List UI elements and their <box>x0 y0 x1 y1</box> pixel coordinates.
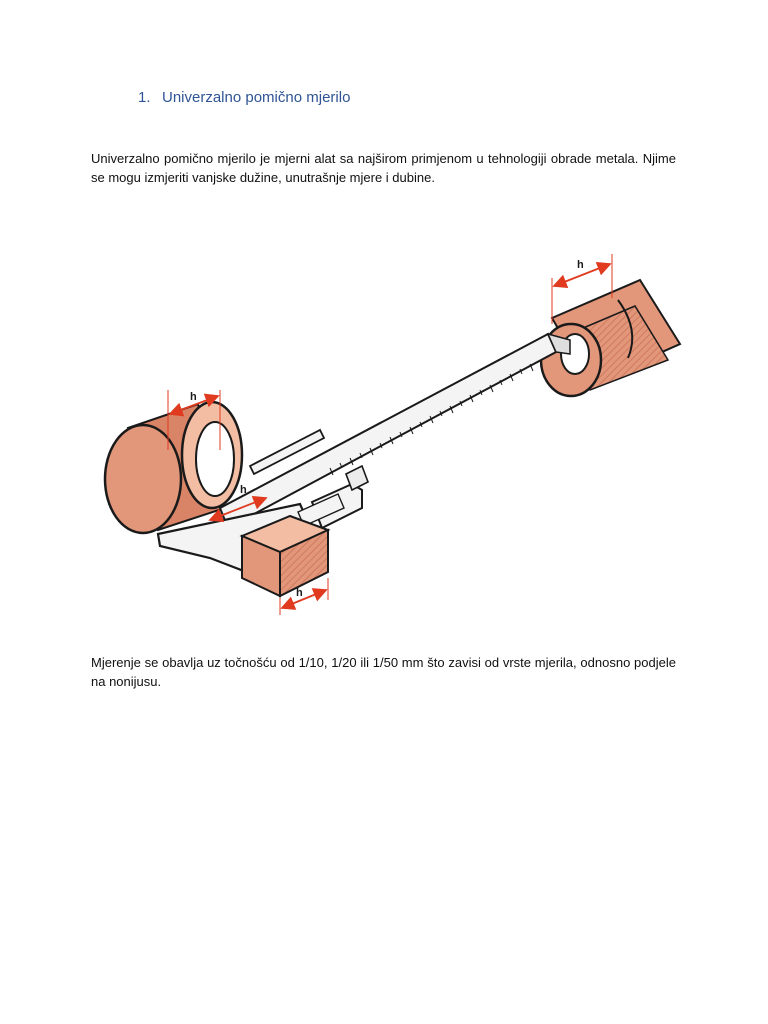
dim-label-jaw: h <box>240 484 247 496</box>
accuracy-paragraph: Mjerenje se obavlja uz točnošću od 1/10, 1/20 ili 1/50 mm što zavisi od vrste mjerila, odnosno podjele na nonijusu. <box>91 655 676 689</box>
heading-text: Univerzalno pomično mjerilo <box>162 89 351 106</box>
dim-label-block: h <box>296 587 303 599</box>
heading-number: 1. <box>138 89 151 106</box>
dim-label-outer-ring: h <box>190 391 197 403</box>
dim-label-tube: h <box>577 259 584 271</box>
caliper-beam <box>220 334 570 528</box>
section-heading <box>138 89 350 106</box>
intro-paragraph: Univerzalno pomično mjerilo je mjerni alat sa najširom primjenom u tehnologiji obrade metala. Njime se mogu izmjeriti vanjske dužine, unutrašnje mjere i dubine. <box>91 151 676 185</box>
caliper-illustration <box>100 240 700 615</box>
